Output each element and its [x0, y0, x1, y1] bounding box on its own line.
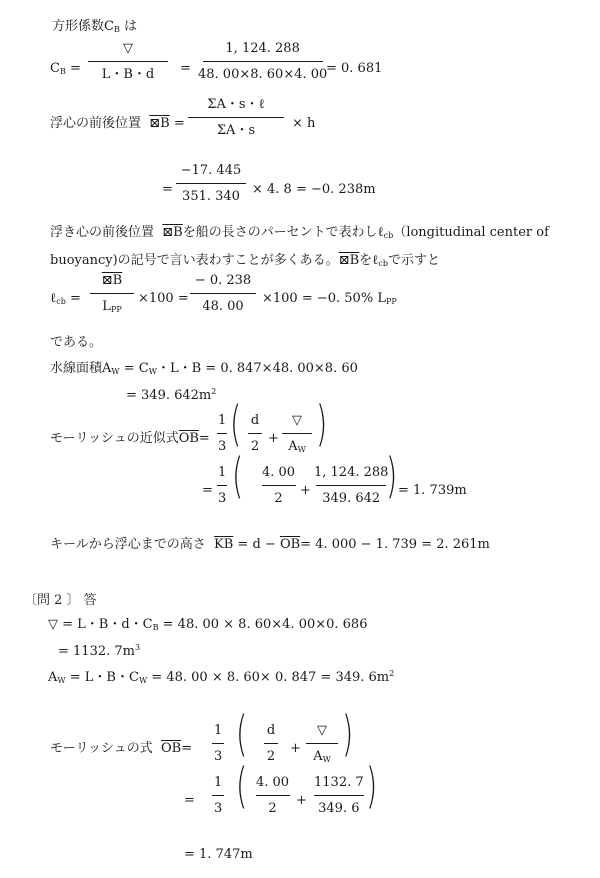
- cb-result: = 0. 681: [326, 61, 383, 76]
- waterplane-formula: 水線面積$A_W = C_W$・L・B = 0. 847×48. 00×8. 60: [50, 361, 358, 376]
- lcb-lhs: ℓ$_{cb}$ =: [50, 291, 81, 306]
- morrish1-vol-over-aw: 1, 124. 288 349. 642: [314, 465, 389, 506]
- lcb-result: ×100 = −0. 50% $L_{PP}$: [262, 291, 397, 306]
- morrish1-lparen-2: (: [232, 448, 244, 504]
- q2-lparen: (: [236, 706, 248, 762]
- buoyancy-times-h: × h: [292, 116, 316, 131]
- morrish1-label: モーリッシュの近似式$\overline{OB}=$: [50, 431, 210, 446]
- q2-lparen-2: (: [236, 758, 248, 814]
- dearu-text: である。: [50, 335, 103, 350]
- cb-lhs: $C_B$ =: [50, 61, 81, 76]
- morrish1-result: = 1. 739m: [398, 483, 467, 498]
- morrish1-third: 1 3: [218, 413, 227, 454]
- paragraph-line-1: 浮き心の前後位置 ⊠Bを船の長さのパーセントで表わしℓ$_{cb}$（longitudinal center of: [50, 225, 549, 240]
- q2-morrish-label: モーリッシュの式 $\overline{OB}=$: [50, 741, 193, 756]
- q2-vol-over-aw: 1132. 7 349. 6: [314, 775, 364, 816]
- lcb-fraction-1: ⊠B $L_{PP}$: [90, 274, 134, 314]
- morrish1-plus: +: [268, 431, 279, 446]
- buoyancy-result: × 4. 8 = −0. 238m: [252, 182, 376, 197]
- q2-rparen: ): [342, 706, 354, 762]
- morrish1-d-over-2: d 2: [248, 414, 262, 453]
- morrish1-rparen: ): [316, 396, 328, 452]
- kb-formula: キールから浮心までの高さ $\overline{KB} = d - \overline{OB}= 4$. 000 − 1. 739 = 2. 261m: [50, 537, 490, 552]
- morrish1-plus-2: +: [300, 483, 311, 498]
- lcb-times-1: ×100 =: [138, 291, 189, 306]
- cb-equals: =: [180, 61, 191, 76]
- q2-third: 1 3: [214, 723, 223, 764]
- q2-plus-2: +: [296, 793, 307, 808]
- q2-v-over-aw: ▽ $A_W$: [306, 724, 338, 764]
- waterplane-result: = 349. $642m^2$: [126, 387, 217, 403]
- morrish1-third-2: 1 3: [218, 465, 227, 506]
- q2-plus: +: [290, 741, 301, 756]
- morrish1-lparen: (: [230, 396, 242, 452]
- q2-waterplane: $A_W = L$・B・$C_W = 48$. 00 × 8. 60× 0. 847 = 349. $6m^2$: [48, 669, 395, 685]
- cb-fraction-1: ▽ L・B・d: [88, 42, 168, 81]
- cb-fraction-2: 1, 124. 288 48. 00×8. 60×4. 00: [198, 41, 328, 82]
- lcb-fraction-2: − 0. 238 48. 00: [190, 274, 256, 313]
- q2-equals-2: =: [184, 793, 195, 808]
- morrish1-rparen-2: ): [386, 448, 398, 504]
- q2-heading: 〔問 2 〕 答: [24, 593, 97, 608]
- q2-volume: ▽ = L・B・d・$C_B = 48$. 00 × 8. 60×4. 00×0. 686: [48, 617, 368, 632]
- q2-result: = 1. 747m: [184, 847, 253, 862]
- q2-third-2: 1 3: [214, 775, 223, 816]
- q2-four-over-2: 4. 00 2: [256, 775, 290, 816]
- q2-rparen-2: ): [366, 758, 378, 814]
- morrish1-v-over-aw: ▽ $A_W$: [282, 414, 312, 454]
- block-coefficient-heading: 方形係数$C_B$ は: [52, 19, 137, 34]
- morrish1-four-over-2: 4. 00 2: [262, 465, 296, 506]
- buoyancy-fraction-1: ΣA・s・ℓ ΣA・s: [188, 98, 284, 137]
- buoyancy-equals-2: =: [162, 182, 173, 197]
- buoyancy-label: 浮心の前後位置 ⊠B =: [50, 116, 185, 131]
- q2-d-over-2: d 2: [264, 724, 278, 763]
- paragraph-line-2: buoyancy)の記号で言い表わすことが多くある。⊠Bをℓ$_{cb}$で示すと: [50, 253, 440, 268]
- buoyancy-fraction-2: −17. 445 351. 340: [176, 164, 246, 203]
- morrish1-equals-2: =: [202, 483, 213, 498]
- q2-volume-result: = 1132. $7m^3$: [58, 643, 141, 659]
